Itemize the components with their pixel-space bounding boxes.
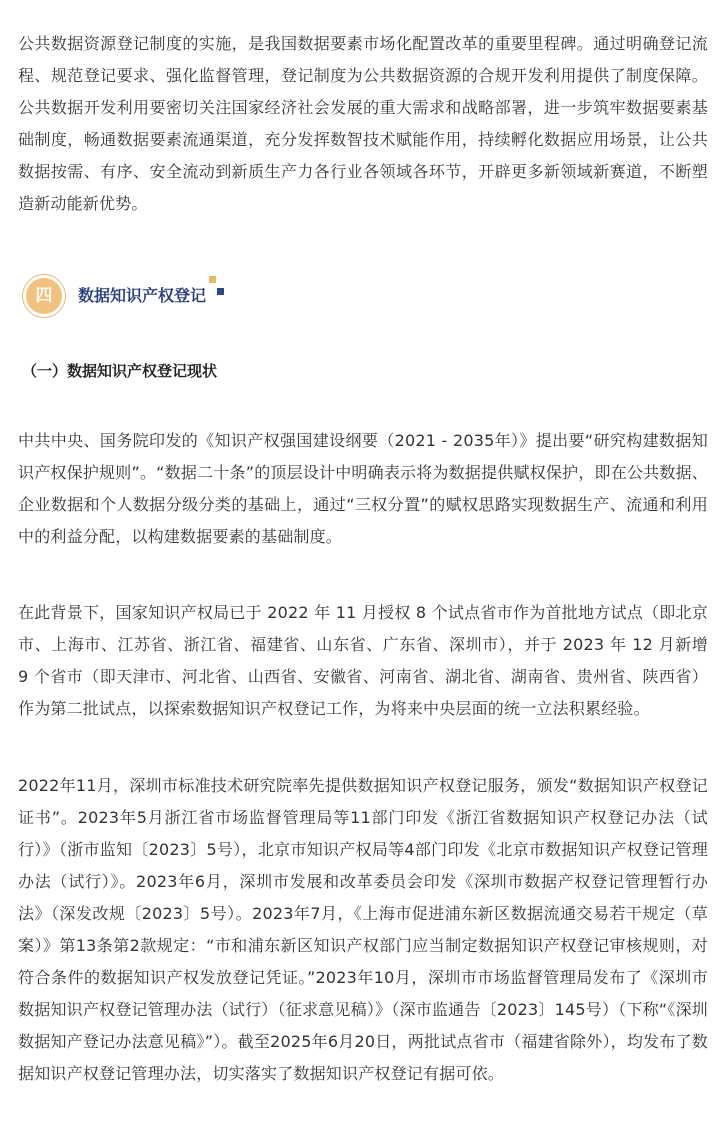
body-paragraph: 2022年11月，深圳市标准技术研究院率先提供数据知识产权登记服务，颁发“数据知识产权登记证书”。2023年5月浙江省市场监督管理局等11部门印发《浙江省数据知识产权登记办法（试行）》（浙市监知〔2023〕5号），北京市知识产权局等4部门印发《北京市数据知识产权登记管理办法（试行）》。2023年6月，深圳市发展和改革委员会印发《深圳市数据产权登记管理暂行办法》（深发改规〔2023〕5号）。2023年7月，《上海市促进浦东新区数据流通交易若干规定（草案）》第13条第2款规定：“市和浦东新区知识产权部门应当制定数据知识产权登记审核规则，对符合条件的数据知识产权发放登记凭证。”2023年10月，深圳市市场监督管理局发布了《深圳市数据知识产权登记管理办法（试行）（征求意见稿）》（深市监通告〔2023〕145号）（下称“《深圳数据知产登记办法意见稿》”）。截至2025年6月20日，两批试点省市（福建省除外），均发布了数据知识产权登记管理办法，切实落实了数据知识产权登记有据可依。 — [18, 776, 708, 1083]
section-number-badge — [22, 274, 68, 320]
section-number: 四 — [26, 278, 62, 314]
decorative-square-icon — [209, 276, 216, 283]
body-paragraph: 在此背景下，国家知识产权局已于 2022 年 11 月授权 8 个试点省市作为首批地方试点（即北京市、上海市、江苏省、浙江省、福建省、山东省、广东省、深圳市），并于 2023 年 12 月新增 9 个省市（即天津市、河北省、山西省、安徽省、河南省、湖北省、湖南省、贵州省、陕西省）作为第二批试点，以探索数据知识产权登记工作，为将来中央层面的统一立法积累经验。 — [18, 603, 708, 718]
section-title: 数据知识产权登记 — [78, 286, 207, 305]
body-paragraph: 中共中央、国务院印发的《知识产权强国建设纲要（2021 - 2035年）》提出要“研究构建数据知识产权保护规则”。“数据二十条”的顶层设计中明确表示将为数据提供赋权保护，即在公共数据、企业数据和个人数据分级分类的基础上，通过“三权分置”的赋权思路实现数据生产、流通和利用中的利益分配，以构建数据要素的基础制度。 — [18, 431, 708, 546]
intro-paragraph: 公共数据资源登记制度的实施，是我国数据要素市场化配置改革的重要里程碑。通过明确登记流程、规范登记要求、强化监督管理，登记制度为公共数据资源的合规开发利用提供了制度保障。公共数据开发利用要密切关注国家经济社会发展的重大需求和战略部署，进一步筑牢数据要素基础制度，畅通数据要素流通渠道，充分发挥数智技术赋能作用，持续孵化数据应用场景，让公共数据按需、有序、安全流动到新质生产力各行业各领域各环节，开辟更多新领域新赛道，不断塑造新动能新优势。 — [18, 34, 708, 213]
subsection-heading: （一）数据知识产权登记现状 — [22, 362, 218, 380]
decorative-square-icon — [217, 288, 224, 295]
section-header — [22, 274, 242, 326]
